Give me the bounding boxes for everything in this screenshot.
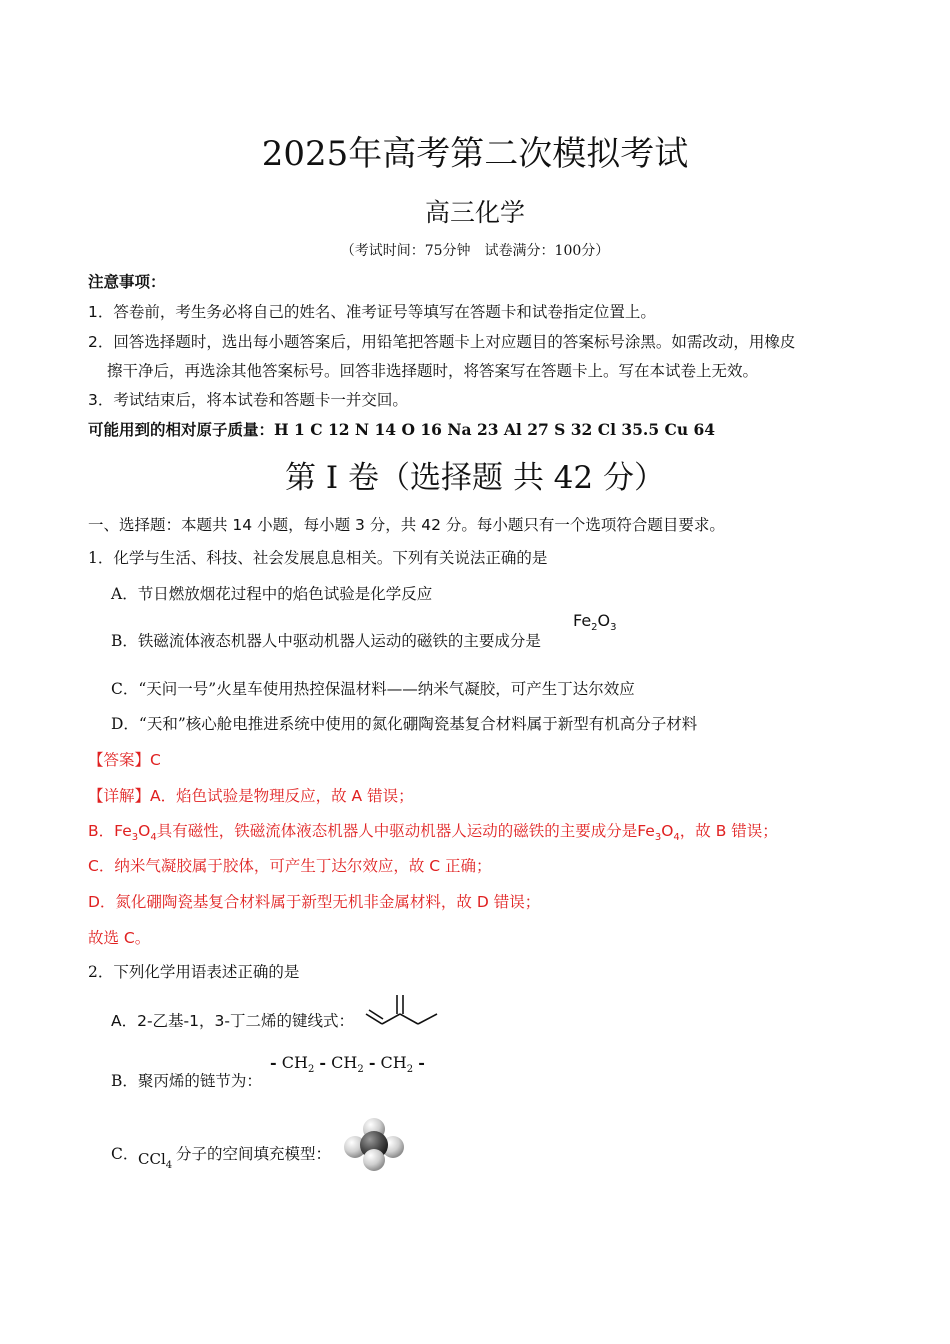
q1-explain-c: C．纳米气凝胶属于胶体，可产生丁达尔效应，故 C 正确； <box>88 857 492 875</box>
atomic-mass-values: H 1 C 12 N 14 O 16 Na 23 Al 27 S 32 Cl 35.5 Cu 64 <box>274 420 716 439</box>
q1-conclusion: 故选 C。 <box>88 929 151 947</box>
notice-heading: 注意事项： <box>88 273 166 291</box>
section-title: 第 I 卷（选择题 共 42 分） <box>285 460 665 496</box>
q1-answer: 【答案】C <box>88 751 161 769</box>
exam-info: （考试时间：75分钟 试卷满分：100分） <box>340 243 610 259</box>
q2-option-c-text: 分子的空间填充模型： <box>176 1145 332 1163</box>
polypropylene-unit-formula: - $CH_2 - CH_2 - CH_2$ - <box>270 1053 425 1076</box>
notice-item-3: 3．考试结束后，将本试卷和答题卡一并交回。 <box>88 391 408 409</box>
atomic-mass-line <box>88 418 715 440</box>
q1-option-b: B．铁磁流体液态机器人中驱动机器人运动的磁铁的主要成分是 <box>111 632 541 650</box>
notice-item-2-cont: 擦干净后，再选涂其他答案标号。回答非选择题时，将答案写在答题卡上。写在本试卷上无效。 <box>107 362 759 380</box>
fe3o4-formula: $Fe_3O_4$ <box>114 822 157 844</box>
notice-item-1: 1．答卷前，考生务必将自己的姓名、准考证号等填写在答题卡和试卷指定位置上。 <box>88 303 656 321</box>
q1-explain-label: 【详解】 <box>88 787 151 805</box>
q2-option-a: A．2-乙基-1，3-丁二烯的键线式： <box>111 1012 354 1030</box>
q2-option-c-label: C． <box>111 1145 139 1163</box>
q1-option-a: A．节日燃放烟花过程中的焰色试验是化学反应 <box>111 585 433 603</box>
space-filling-model-image <box>340 1116 410 1174</box>
q1-option-b-formula: $Fe_2O_3$ <box>573 611 617 634</box>
q1-explain-b: B．$Fe_3O_4$具有磁性，铁磁流体液态机器人中驱动机器人运动的磁铁的主要成分是$Fe_3O_4$，故 B 错误； <box>88 822 778 844</box>
exam-subtitle: 高三化学 <box>424 198 525 227</box>
notice-item-2: 2．回答选择题时，选出每小题答案后，用铅笔把答题卡上对应题目的答案标号涂黑。如需改动，用橡皮 <box>88 333 796 351</box>
q1-explain-d: D．氮化硼陶瓷基复合材料属于新型无机非金属材料，故 D 错误； <box>88 893 541 911</box>
q2-option-b: B．聚丙烯的链节为： <box>111 1072 262 1090</box>
skeletal-formula-diagram <box>364 992 440 1028</box>
ccl4-formula: CCl$_4$ <box>138 1150 173 1171</box>
exam-title: 2025年高考第二次模拟考试 <box>261 134 689 174</box>
q1-option-d: D．“天和”核心舱电推进系统中使用的氮化硼陶瓷基复合材料属于新型有机高分子材料 <box>111 715 698 733</box>
q1-stem: 1．化学与生活、科技、社会发展息息相关。下列有关说法正确的是 <box>88 549 548 567</box>
atomic-mass-label: 可能用到的相对原子质量： <box>88 421 275 439</box>
section-instruction: 一、选择题：本题共 14 小题，每小题 3 分，共 42 分。每小题只有一个选项符合题目要求。 <box>88 516 725 534</box>
q1-explain-a-line <box>88 784 414 806</box>
q2-stem: 2．下列化学用语表述正确的是 <box>88 963 300 981</box>
fe3o4-formula: $Fe_3O_4$ <box>637 822 680 844</box>
q1-option-c: C．“天问一号”火星车使用热控保温材料——纳米气凝胶，可产生丁达尔效应 <box>111 680 635 698</box>
q1-explain-a: A．焰色试验是物理反应，故 A 错误； <box>150 787 414 805</box>
